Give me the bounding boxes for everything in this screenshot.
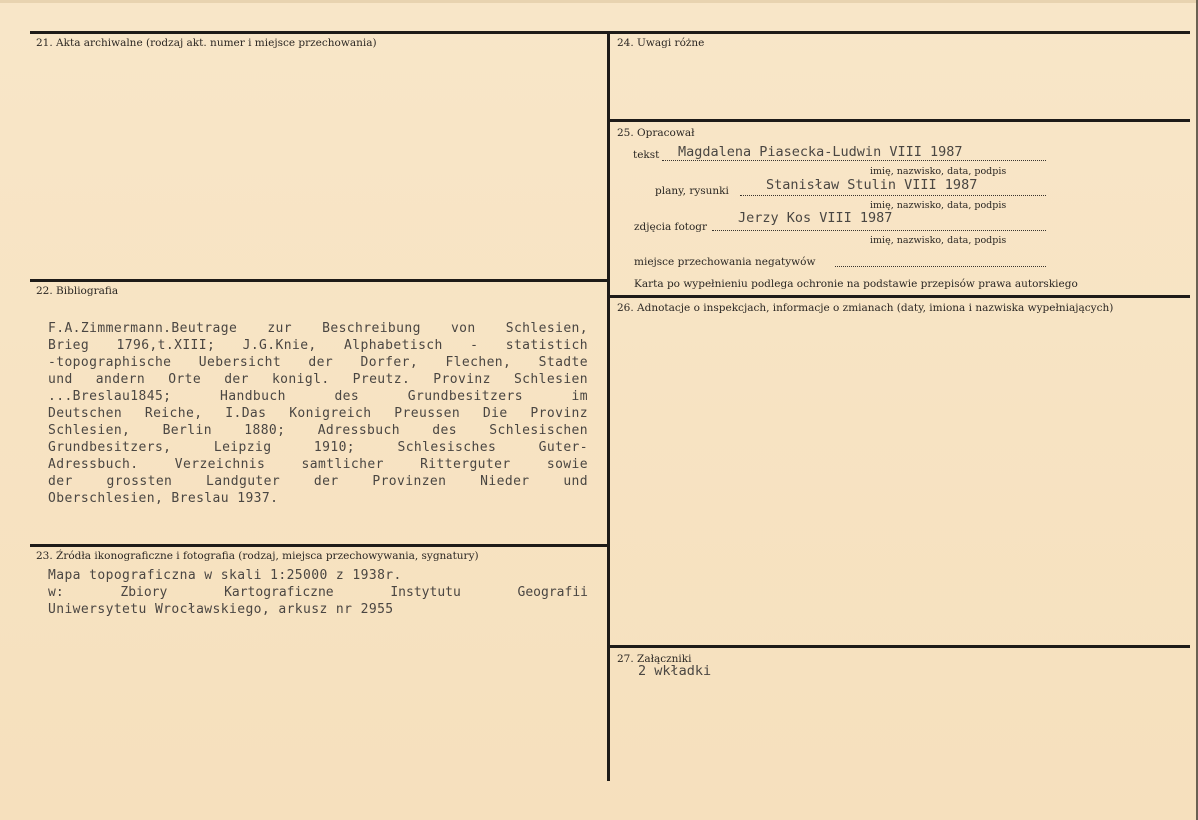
negatywy-line — [835, 266, 1046, 267]
biblio-line: der grossten Landguter der Provinzen Nieder und — [48, 474, 588, 489]
zdjecia-line — [712, 230, 1046, 231]
iconography-line-3: Uniwersytetu Wrocławskiego, arkusz nr 2955 — [48, 602, 394, 617]
bibliography-text — [48, 320, 588, 507]
biblio-line: und andern Orte der konigl. Preutz. Provinz Schlesien — [48, 372, 588, 387]
biblio-line: Brieg 1796,t.XIII; J.G.Knie, Alphabetisch - statistich — [48, 338, 588, 353]
biblio-line: Adressbuch. Verzeichnis samtlicher Ritterguter sowie — [48, 457, 588, 472]
biblio-line: Grundbesitzers, Leipzig 1910; Schlesisches Guter- — [48, 440, 588, 455]
section-26-label: 26. Adnotacje o inspekcjach, informacje o zmianach (daty, imiona i nazwiska wypełniających) — [617, 302, 1114, 314]
plany-line — [740, 195, 1046, 196]
biblio-line: Oberschlesien, Breslau 1937. — [48, 491, 279, 506]
iconography-line-1: Mapa topograficzna w skali 1:25000 z 1938r. — [48, 568, 402, 583]
line-part: w: — [48, 585, 64, 600]
tekst-value: Magdalena Piasecka-Ludwin VIII 1987 — [678, 144, 963, 160]
zdjecia-hint: imię, nazwisko, data, podpis — [870, 235, 1007, 246]
biblio-line: F.A.Zimmermann.Beutrage zur Beschreibung von Schlesien, — [48, 321, 588, 336]
line-part: Instytutu — [390, 585, 461, 600]
iconography-line-2 — [48, 585, 588, 600]
biblio-line: -topographische Uebersicht der Dorfer, Flechen, Stadte — [48, 355, 588, 370]
top-rule — [30, 31, 1190, 34]
tekst-line — [662, 160, 1046, 161]
section-22-label: 22. Bibliografia — [36, 285, 119, 297]
rule-22-23 — [30, 544, 607, 547]
section-25-label: 25. Opracował — [617, 127, 695, 139]
zdjecia-label: zdjęcia fotogr — [634, 221, 708, 233]
section-27-label: 27. Załączniki — [617, 653, 692, 665]
rule-26-27 — [610, 645, 1190, 648]
plany-label: plany, rysunki — [655, 185, 729, 197]
zdjecia-value: Jerzy Kos VIII 1987 — [738, 210, 893, 226]
line-part: Zbiory — [120, 585, 168, 600]
rule-21-22 — [30, 279, 607, 282]
biblio-line: Schlesien, Berlin 1880; Adressbuch des Schlesischen — [48, 423, 588, 438]
copyright-note: Karta po wypełnieniu podlega ochronie na podstawie przepisów prawa autorskiego — [634, 278, 1078, 290]
plany-hint: imię, nazwisko, data, podpis — [870, 200, 1007, 211]
biblio-line: Deutschen Reiche, I.Das Konigreich Preussen Die Provinz — [48, 406, 588, 421]
section-24-label: 24. Uwagi różne — [617, 37, 705, 49]
attachments-value: 2 wkładki — [638, 663, 712, 679]
plany-value: Stanisław Stulin VIII 1987 — [766, 177, 978, 193]
tekst-hint: imię, nazwisko, data, podpis — [870, 166, 1007, 177]
card-top-edge — [0, 0, 1198, 3]
section-21-label: 21. Akta archiwalne (rodzaj akt. numer i miejsce przechowania) — [36, 37, 377, 49]
negatywy-label: miejsce przechowania negatywów — [634, 256, 816, 268]
vertical-divider — [607, 31, 610, 781]
line-part: Kartograficzne — [224, 585, 334, 600]
section-23-label: 23. Źródła ikonograficzne i fotografia (rodzaj, miejsca przechowywania, sygnatury) — [36, 550, 479, 562]
biblio-line: ...Breslau1845; Handbuch des Grundbesitzers im — [48, 389, 588, 404]
tekst-label: tekst — [633, 149, 660, 161]
rule-24-25 — [610, 119, 1190, 122]
rule-25-26 — [610, 295, 1190, 298]
line-part: Geografii — [517, 585, 588, 600]
